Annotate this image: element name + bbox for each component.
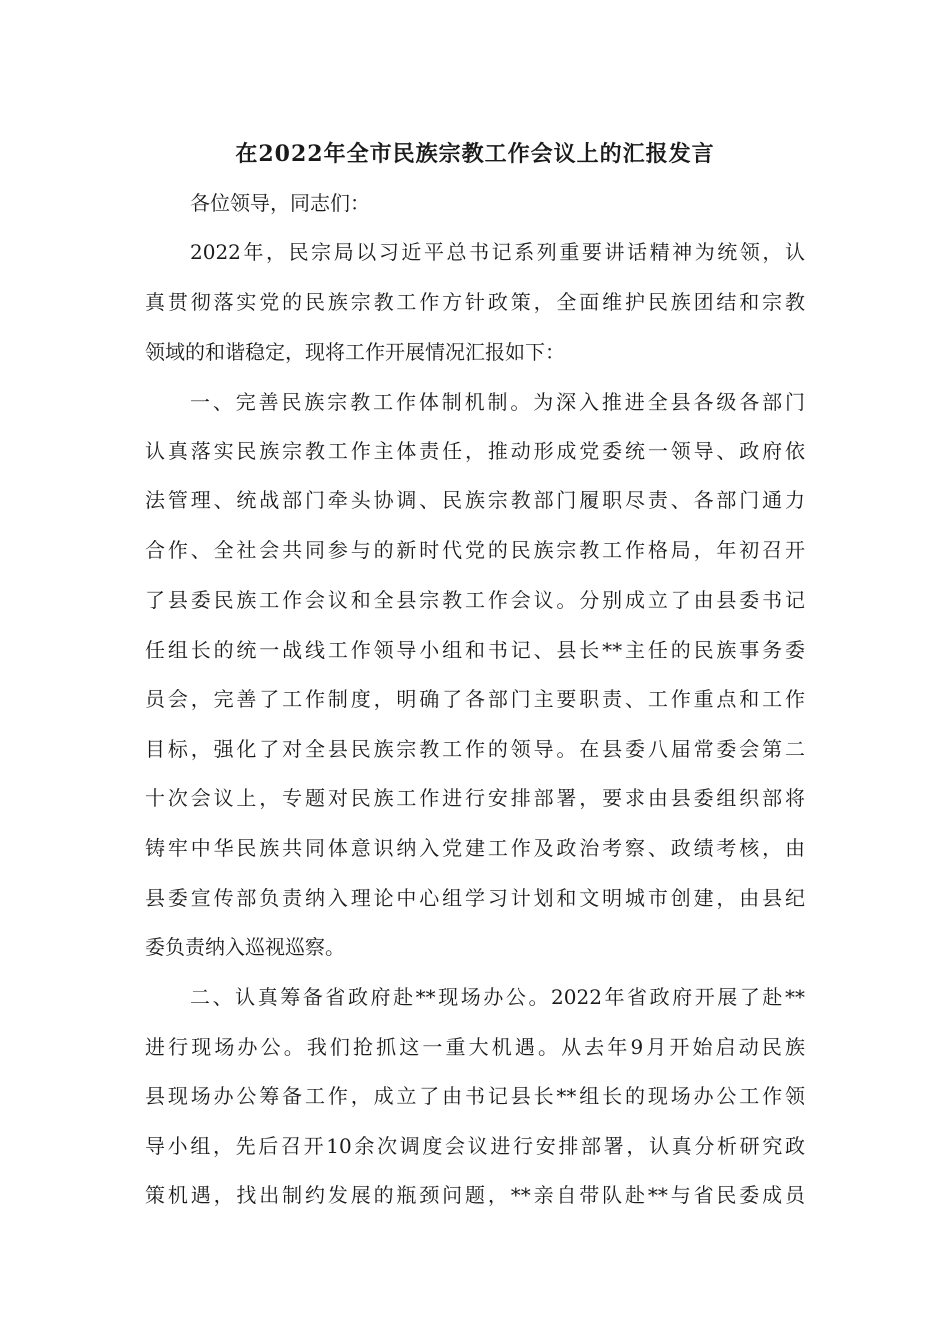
paragraph-line: 员会，完善了工作制度，明确了各部门主要职责、工作重点和工作 [145, 687, 805, 711]
paragraph-line: 一、完善民族宗教工作体制机制。为深入推进全县各级各部门 [190, 390, 805, 414]
paragraph-line: 目标，强化了对全县民族宗教工作的领导。在县委八届常委会第二 [145, 737, 805, 761]
paragraph-line: 县现场办公筹备工作，成立了由书记县长**组长的现场办公工作领 [145, 1084, 805, 1108]
paragraph-line: 进行现场办公。我们抢抓这一重大机遇。从去年9月开始启动民族 [145, 1035, 805, 1059]
paragraph-line: 领域的和谐稳定，现将工作开展情况汇报如下： [145, 340, 565, 364]
paragraph-line: 了县委民族工作会议和全县宗教工作会议。分别成立了由县委书记 [145, 588, 805, 612]
paragraph-line: 委负责纳入巡视巡察。 [145, 935, 345, 959]
paragraph-line: 真贯彻落实党的民族宗教工作方针政策，全面维护民族团结和宗教 [145, 290, 805, 314]
paragraph-line: 法管理、统战部门牵头协调、民族宗教部门履职尽责、各部门通力 [145, 488, 805, 512]
paragraph-line: 二、认真筹备省政府赴**现场办公。2022年省政府开展了赴** [190, 985, 805, 1009]
greeting-line: 各位领导，同志们： [190, 191, 370, 215]
paragraph-line: 策机遇，找出制约发展的瓶颈问题，**亲自带队赴**与省民委成员 [145, 1183, 805, 1207]
paragraph-line: 任组长的统一战线工作领导小组和书记、县长**主任的民族事务委 [145, 638, 805, 662]
paragraph-line: 2022年，民宗局以习近平总书记系列重要讲话精神为统领，认 [190, 240, 805, 264]
paragraph-line: 合作、全社会共同参与的新时代党的民族宗教工作格局，年初召开 [145, 538, 805, 562]
document-title: 在2022年全市民族宗教工作会议上的汇报发言 [235, 141, 715, 167]
paragraph-line: 十次会议上，专题对民族工作进行安排部署，要求由县委组织部将 [145, 786, 805, 810]
paragraph-line: 铸牢中华民族共同体意识纳入党建工作及政治考察、政绩考核，由 [145, 836, 805, 860]
paragraph-line: 认真落实民族宗教工作主体责任，推动形成党委统一领导、政府依 [145, 439, 805, 463]
paragraph-line: 县委宣传部负责纳入理论中心组学习计划和文明城市创建，由县纪 [145, 886, 805, 910]
paragraph-line: 导小组，先后召开10余次调度会议进行安排部署，认真分析研究政 [145, 1134, 805, 1158]
